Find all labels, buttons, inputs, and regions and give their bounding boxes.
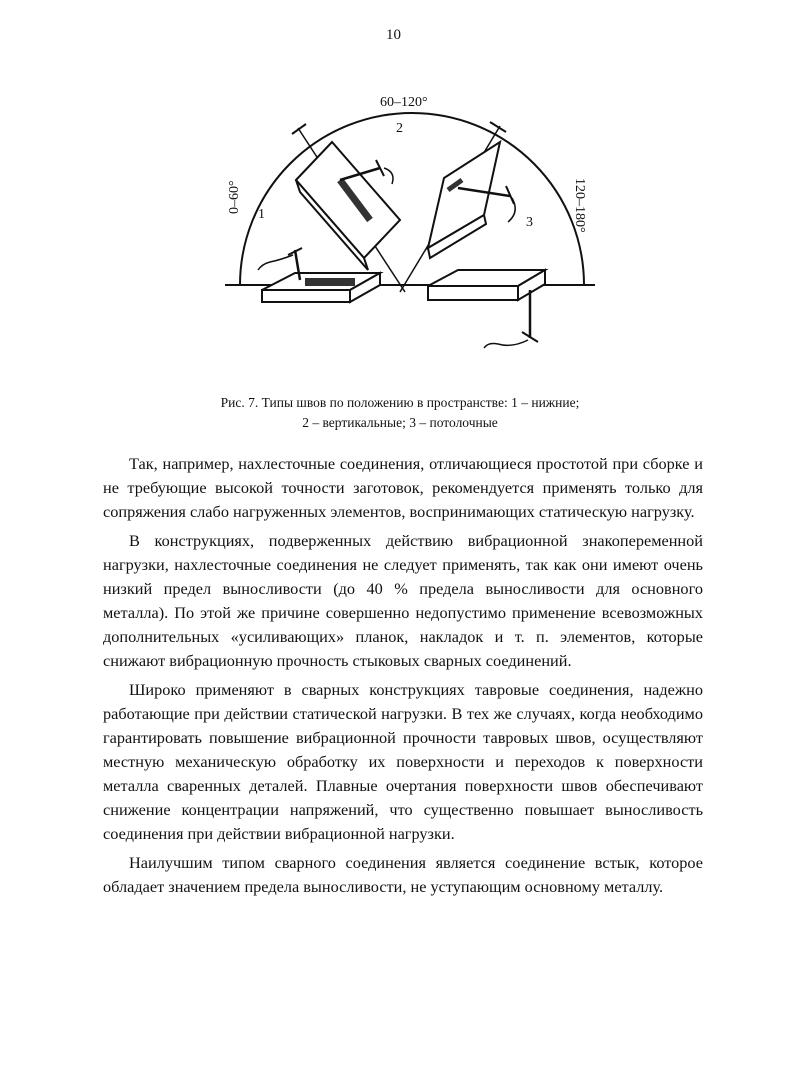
paragraph-3: Широко применяют в сварных конструкциях тавровые соединения, надежно работающие при действии статической нагрузки. В тех же случаях, когда необходимо гарантировать повышение вибрационной прочности тавровых швов, осуществляют местную механическую обработку их поверхности и переходов к поверхности металла сваренных деталей. Плавные очертания поверхности швов обеспечивают снижение концентрации напряжений, что существенно повышает выносливость соединения при действии вибрационной нагрузки. [103,680,703,843]
caption-line-2: 2 – вертикальные; 3 – потолочные [302,415,498,430]
plate-overhead [428,142,500,258]
label-angle-top: 60–120° [380,95,428,110]
arc-tick-left [292,124,306,134]
weld-positions-diagram [200,80,620,380]
label-angle-right: 120–180° [572,178,587,233]
label-pos-2: 2 [396,121,403,136]
plate-vertical [296,142,400,270]
label-pos-3: 3 [526,215,533,230]
label-angle-left: 0–60° [227,180,242,214]
paragraph-4: Наилучшим типом сварного соединения является соединение встык, которое обладает значением предела выносливости, не уступающим основному металлу. [103,853,703,896]
figure-weld-positions [200,80,620,380]
figure-caption [120,393,680,433]
caption-line-1: Рис. 7. Типы швов по положению в пространстве: 1 – нижние; [220,395,580,410]
body-text [103,452,703,904]
plate-flat [262,273,380,302]
label-pos-1: 1 [258,207,265,222]
page-number: 10 [386,27,401,43]
plate-bottom-right [428,270,545,300]
paragraph-2: В конструкциях, подверженных действию вибрационной знакопеременной нагрузки, нахлесточные соединения не следует применять, так как они имеют очень низкий предел выносливости (до 40 % предела выносливости для основного металла). По этой же причине совершенно недопустимо применение всевозможных дополнительных «усиливающих» планок, накладок и т. п. элементов, которые снижают вибрационную прочность стыковых сварных соединений. [103,531,703,670]
angle-arc [240,113,584,285]
paragraph-1: Так, например, нахлесточные соединения, отличающиеся простотой при сборке и не требующие высокой точности заготовок, рекомендуется применять только для сопряжения слабо нагруженных элементов, воспринимающих статическую нагрузку. [103,454,703,521]
